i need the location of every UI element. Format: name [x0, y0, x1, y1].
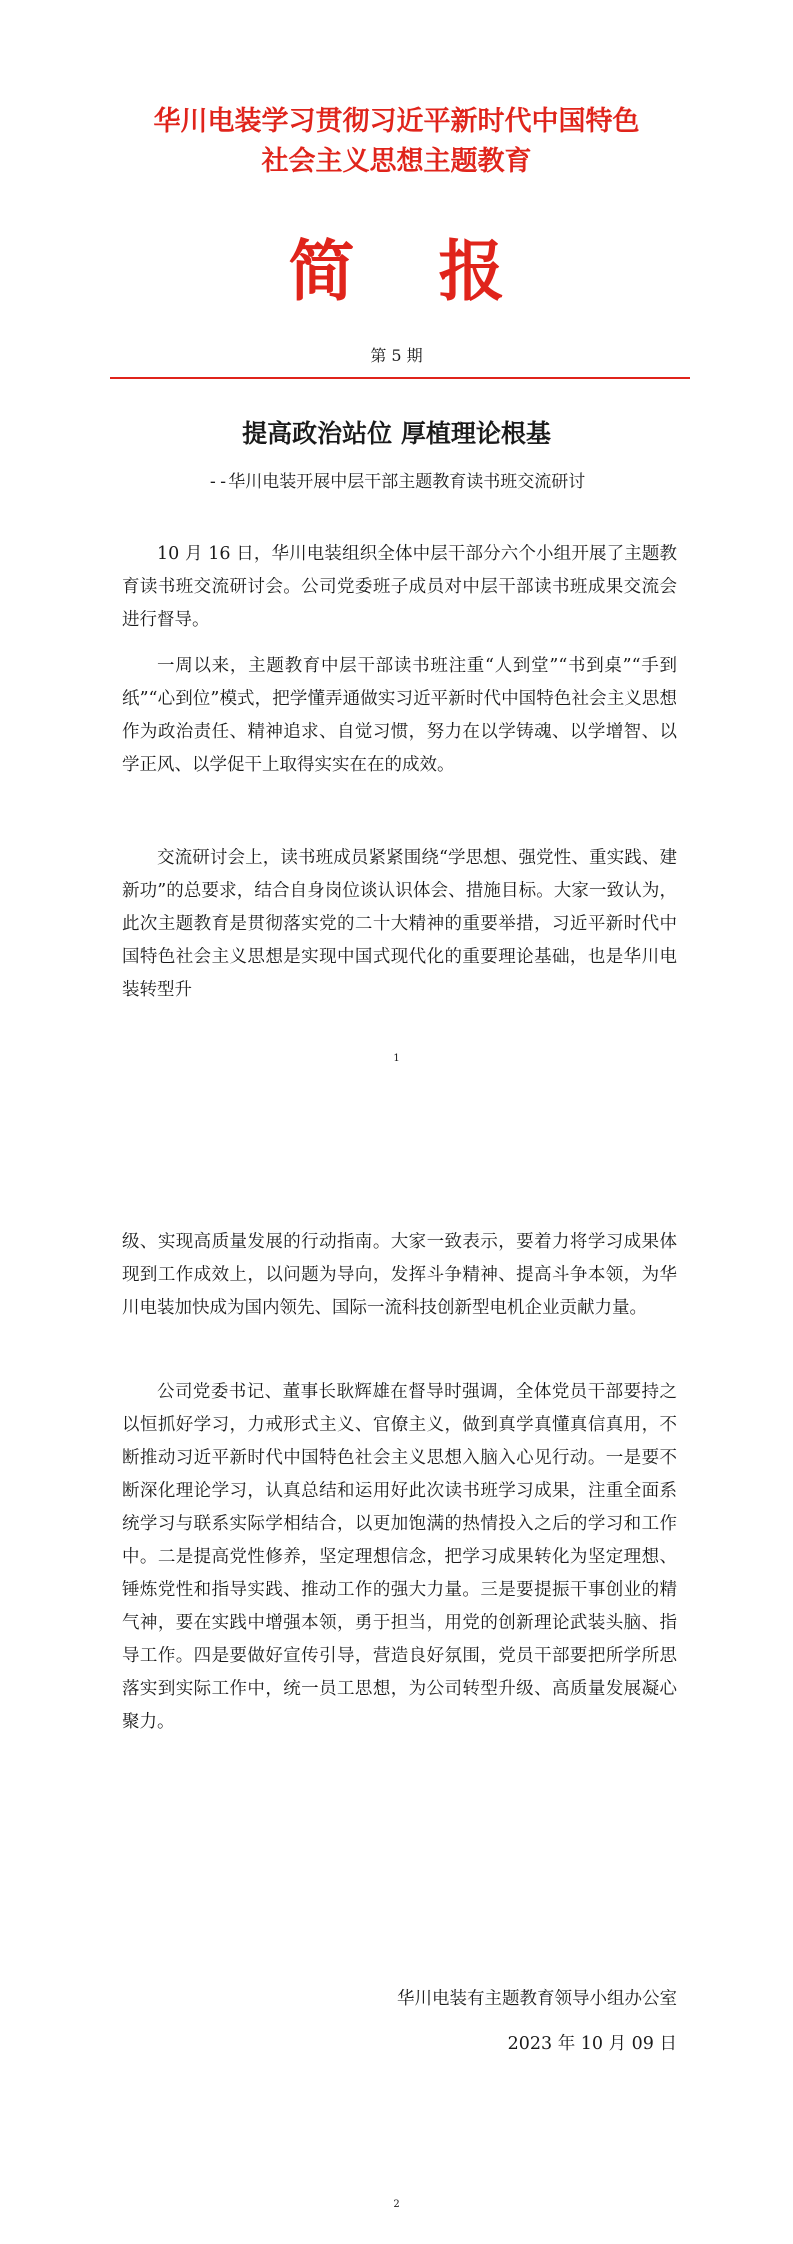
paragraph-1: 10 月 16 日，华川电装组织全体中层干部分六个小组开展了主题教育读书班交流研讨会。公司党委班子成员对中层干部读书班成果交流会进行督导。: [122, 544, 677, 630]
article-title: 提高政治站位 厚植理论根基: [242, 419, 551, 448]
paragraph-4: 公司党委书记、董事长耿辉雄在督导时强调，全体党员干部要持之以恒抓好学习，力戒形式主义、官僚主义，做到真学真懂真信真用，不断推动习近平新时代中国特色社会主义思想入脑入心见行动。一是要不断深化理论学习，认真总结和运用好此次读书班学习成果，注重全面系统学习与联系实际学相结合，以更加饱满的热情投入之后的学习和工作中。二是提高党性修养，坚定理想信念，把学习成果转化为坚定理想、锤炼党性和指导实践、推动工作的强大力量。三是要提振干事创业的精气神，要在实践中增强本领，勇于担当，用党的创新理论武装头脑、指导工作。四是要做好宣传引导，营造良好氛围，党员干部要把所学所思落实到实际工作中，统一员工思想，为公司转型升级、高质量发展凝心聚力。: [122, 1382, 677, 1732]
issue-number: 第 5 期: [370, 346, 423, 365]
paragraph-3: 交流研讨会上，读书班成员紧紧围绕“学思想、强党性、重实践、建新功”的总要求，结合自身岗位谈认识体会、措施目标。大家一致认为，此次主题教育是贯彻落实党的二十大精神的重要举措，习近平新时代中国特色社会主义思想是实现中国式现代化的重要理论基础，也是华川电装转型升: [122, 848, 677, 1000]
article-subtitle: --华川电装开展中层干部主题教育读书班交流研讨: [207, 472, 586, 492]
briefing-title: 简报: [288, 233, 589, 310]
header-title-line1: 华川电装学习贯彻习近平新时代中国特色: [153, 106, 640, 137]
paragraph-3-continued: 级、实现高质量发展的行动指南。大家一致表示，要着力将学习成果体现到工作成效上，以问题为导向，发挥斗争精神、提高斗争本领，为华川电装加快成为国内领先、国际一流科技创新型电机企业贡献力量。: [122, 1232, 677, 1318]
header-title-line2: 社会主义思想主题教育: [261, 146, 532, 177]
page-number-2: 2: [393, 2199, 400, 2210]
signature-date: 2023 年 10 月 09 日: [507, 2034, 677, 2054]
red-divider: [110, 377, 690, 379]
signature-org: 华川电装有主题教育领导小组办公室: [397, 1989, 677, 2009]
page-number-1: 1: [393, 1053, 400, 1064]
paragraph-2: 一周以来，主题教育中层干部读书班注重“人到堂”“书到桌”“手到纸”“心到位”模式，把学懂弄通做实习近平新时代中国特色社会主义思想作为政治责任、精神追求、自觉习惯，努力在以学铸魂、以学增智、以学正风、以学促干上取得实实在在的成效。: [122, 656, 677, 775]
